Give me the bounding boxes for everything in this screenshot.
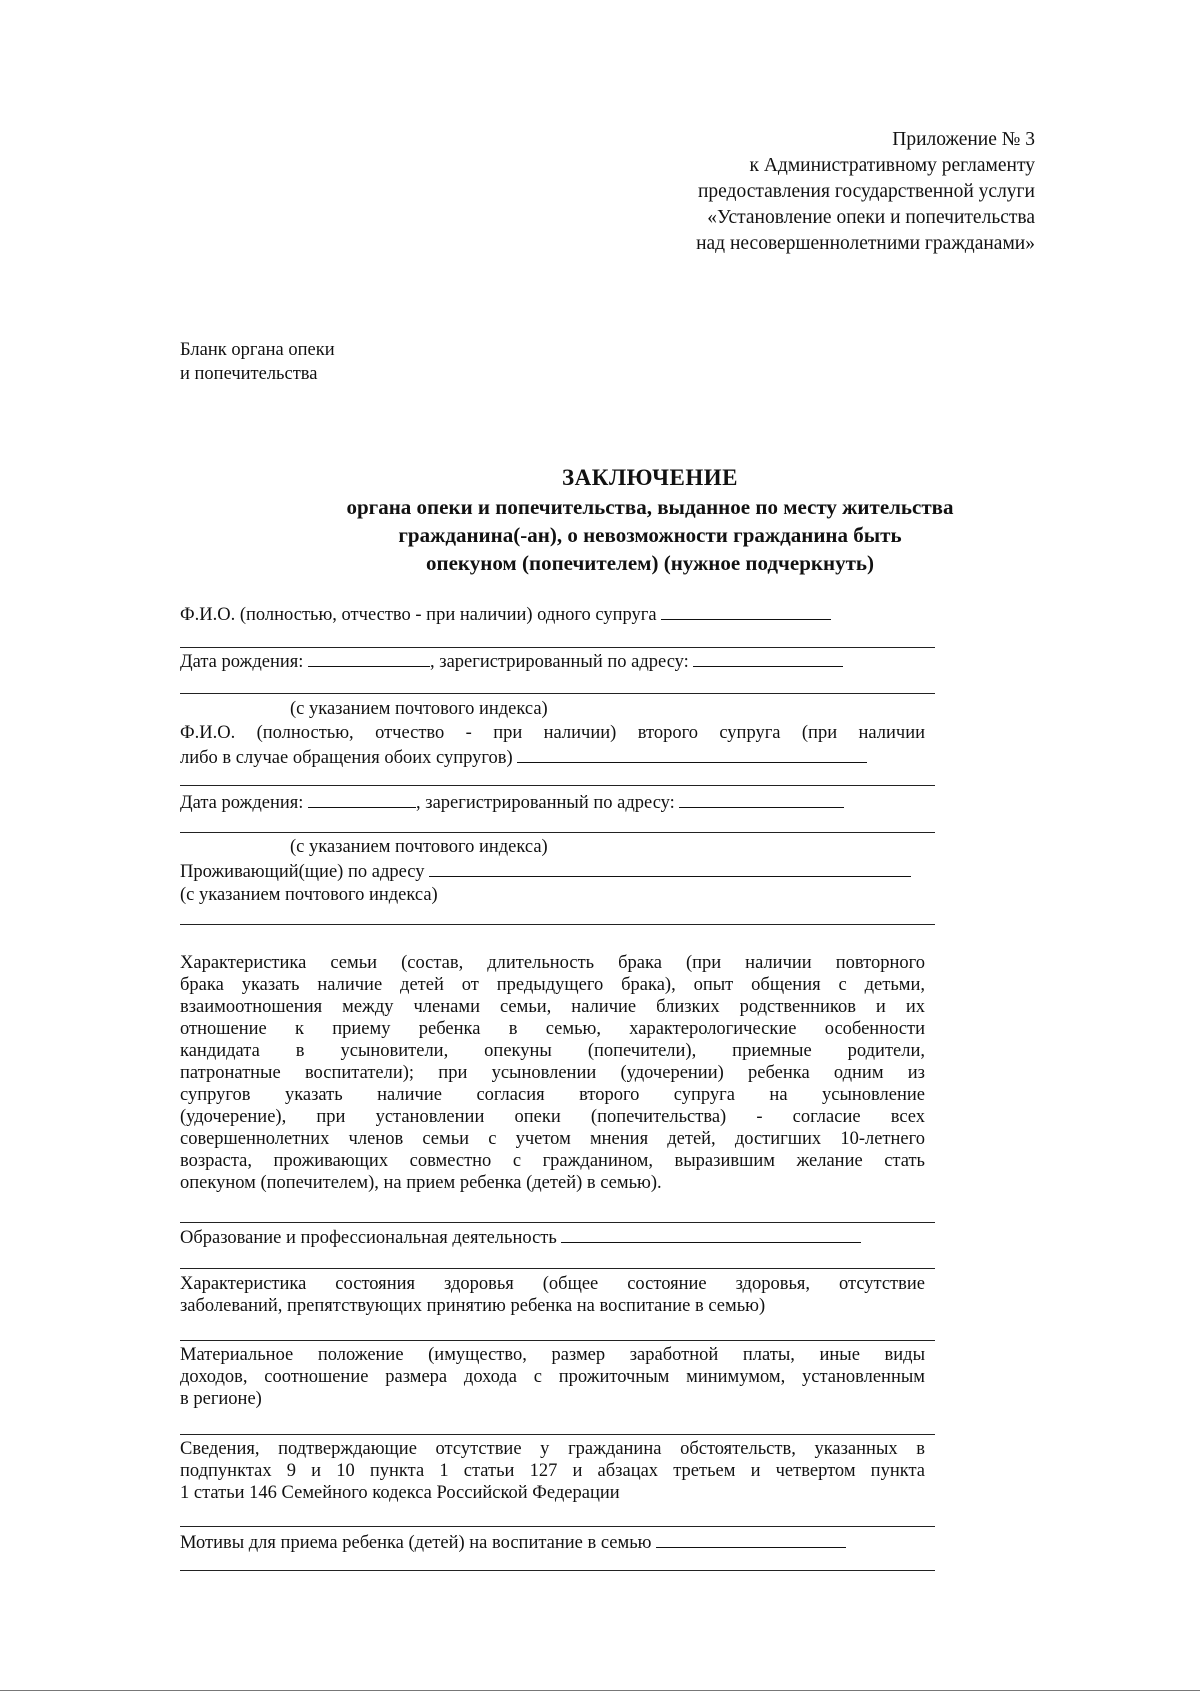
spouse2-name-line-1: Ф.И.О. (полностью, отчество - при наличии) второго супруга (при наличии: [180, 723, 925, 743]
spouse2-postal-note: (с указанием почтового индекса): [290, 837, 548, 857]
education-field[interactable]: [561, 1226, 861, 1243]
info-answer-line[interactable]: [180, 1526, 935, 1527]
document-title: [260, 463, 1040, 577]
family-line: супругов указать наличие согласия второго супруга на усыновление: [180, 1085, 925, 1105]
spouse1-postal-note: (с указанием почтового индекса): [290, 699, 548, 719]
material-line: в регионе): [180, 1389, 262, 1409]
health-characteristics: [180, 1273, 925, 1317]
health-answer-line[interactable]: [180, 1340, 935, 1341]
residing-label: Проживающий(щие) по адресу: [180, 862, 425, 882]
spouse1-birth-date-field[interactable]: [308, 650, 430, 667]
info-line: 1 статьи 146 Семейного кодекса Российской Федерации: [180, 1483, 620, 1503]
registered-label: , зарегистрированный по адресу:: [430, 652, 689, 672]
title-sub-2: гражданина(-ан), о невозможности гражданина быть: [398, 523, 902, 547]
appendix-header: [696, 127, 1035, 257]
birth-date-label: Дата рождения:: [180, 652, 304, 672]
family-characteristics: [180, 952, 925, 1194]
education-label: Образование и профессиональная деятельность: [180, 1228, 557, 1248]
info-line: подпунктах 9 и 10 пункта 1 статьи 127 и абзацах третьем и четвертом пункта: [180, 1461, 925, 1481]
residing-postal-note: (с указанием почтового индекса): [180, 885, 438, 905]
material-line: доходов, соотношение размера дохода с прожиточным минимумом, установленным: [180, 1367, 925, 1387]
spouse1-name-field[interactable]: [661, 603, 831, 620]
family-answer-line[interactable]: [180, 1222, 935, 1223]
spouse2-birth-date-field[interactable]: [308, 791, 416, 808]
blank-line-2: и попечительства: [180, 364, 318, 384]
motives-continuation-line[interactable]: [180, 1570, 935, 1571]
legal-info: [180, 1438, 925, 1504]
motives-field[interactable]: [656, 1531, 846, 1548]
spouse2-birth-row: [180, 791, 844, 814]
header-line-1: Приложение № 3: [892, 129, 1035, 150]
residing-continuation-line[interactable]: [180, 924, 935, 925]
page-edge-line: [0, 1690, 1200, 1691]
blank-line-1: Бланк органа опеки: [180, 340, 335, 360]
spouse2-name-label: либо в случае обращения обоих супругов): [180, 748, 513, 768]
family-line: совершеннолетних членов семьи с учетом мнения детей, достигших 10-летнего: [180, 1129, 925, 1149]
spouse2-address-field[interactable]: [679, 791, 844, 808]
health-line: Характеристика состояния здоровья (общее состояние здоровья, отсутствие: [180, 1274, 925, 1294]
spouse1-address-continuation-line[interactable]: [180, 693, 935, 694]
header-line-3: предоставления государственной услуги: [697, 181, 1035, 202]
family-line: взаимоотношения между членами семьи, наличие близких родственников и их: [180, 997, 925, 1017]
title-sub-1: органа опеки и попечительства, выданное по месту жительства: [346, 495, 954, 519]
spouse1-address-field[interactable]: [693, 650, 843, 667]
birth-date-label-2: Дата рождения:: [180, 793, 304, 813]
header-line-2: к Административному регламенту: [749, 155, 1035, 176]
motives-label: Мотивы для приема ребенка (детей) на воспитание в семью: [180, 1533, 652, 1553]
residing-row: [180, 860, 911, 883]
material-answer-line[interactable]: [180, 1434, 935, 1435]
residing-address-field[interactable]: [429, 860, 911, 877]
spouse1-name-continuation-line[interactable]: [180, 647, 935, 648]
health-line: заболеваний, препятствующих принятию ребенка на воспитание в семью): [180, 1296, 766, 1316]
family-line: отношение к приему ребенка в семью, характерологические особенности: [180, 1019, 925, 1039]
family-line: Характеристика семьи (состав, длительность брака (при наличии повторного: [180, 953, 925, 973]
family-line: брака указать наличие детей от предыдущего брака), опыт общения с детьми,: [180, 975, 925, 995]
info-line: Сведения, подтверждающие отсутствие у гражданина обстоятельств, указанных в: [180, 1439, 925, 1459]
header-line-5: над несовершеннолетними гражданами»: [696, 233, 1035, 254]
spouse2-name-continuation-line[interactable]: [180, 785, 935, 786]
family-line: возраста, проживающих совместно с гражданином, выразившим желание стать: [180, 1151, 925, 1171]
education-row: [180, 1226, 861, 1249]
registered-label-2: , зарегистрированный по адресу:: [416, 793, 675, 813]
title-sub-3: опекуном (попечителем) (нужное подчеркнуть): [426, 551, 874, 575]
header-line-4: «Установление опеки и попечительства: [707, 207, 1035, 228]
spouse2-name-field[interactable]: [517, 746, 867, 763]
spouse1-name-row: [180, 603, 831, 626]
spouse2-name-row: [180, 746, 867, 769]
spouse1-birth-row: [180, 650, 843, 673]
spouse1-name-label: Ф.И.О. (полностью, отчество - при наличии) одного супруга: [180, 605, 657, 625]
motives-row: [180, 1531, 846, 1554]
family-line: кандидата в усыновители, опекуны (попечители), приемные родители,: [180, 1041, 925, 1061]
family-line: патронатные воспитатели); при усыновлении (удочерении) ребенка одним из: [180, 1063, 925, 1083]
education-continuation-line[interactable]: [180, 1268, 935, 1269]
family-line: (удочерение), при установлении опеки (попечительства) - согласие всех: [180, 1107, 925, 1127]
authority-blank-label: [180, 338, 335, 386]
title-main: ЗАКЛЮЧЕНИЕ: [562, 465, 738, 490]
material-situation: [180, 1344, 925, 1410]
family-line: опекуном (попечителем), на прием ребенка (детей) в семью).: [180, 1173, 662, 1193]
material-line: Материальное положение (имущество, размер заработной платы, иные виды: [180, 1345, 925, 1365]
spouse2-address-continuation-line[interactable]: [180, 832, 935, 833]
